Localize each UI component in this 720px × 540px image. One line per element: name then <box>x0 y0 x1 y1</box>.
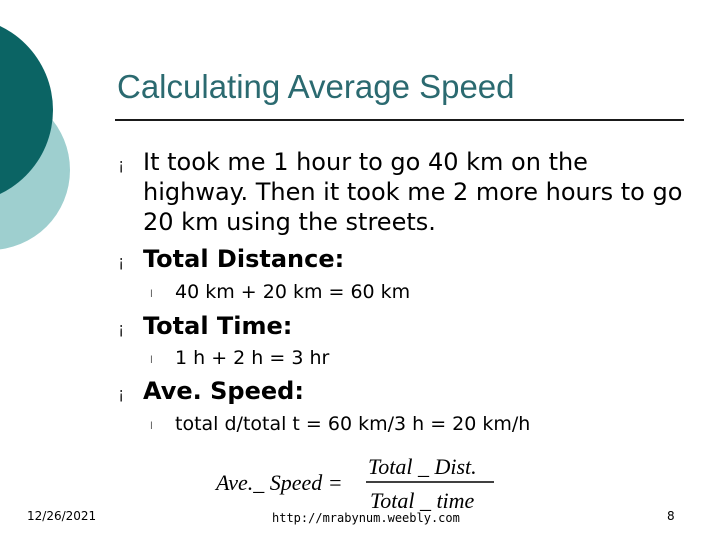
bullet-text: It took me 1 hour to go 40 km on the highway. Then it took me 2 more hours to go 20 km using the streets. <box>143 148 683 236</box>
bullet-marker: ¡ <box>118 319 125 338</box>
decorative-circles <box>0 0 110 300</box>
bullet-marker: ¡ <box>118 155 125 174</box>
average-speed-formula <box>210 452 510 516</box>
sub-bullet-text: 1 h + 2 h = 3 hr <box>175 347 330 369</box>
title-underline <box>115 119 684 121</box>
bullet-text: Total Time: <box>143 312 293 340</box>
sub-bullet-marker: l <box>150 421 153 432</box>
sub-bullet-marker: l <box>150 355 153 366</box>
footer-date: 12/26/2021 <box>27 509 97 523</box>
slide-title: Calculating Average Speed <box>117 68 515 105</box>
bullet-marker: ¡ <box>118 252 125 271</box>
bullet-marker: ¡ <box>118 384 125 403</box>
formula-numerator: Total _ Dist. <box>368 454 477 479</box>
bullet-text: Ave. Speed: <box>143 377 304 405</box>
sub-bullet-text: 40 km + 20 km = 60 km <box>175 281 411 303</box>
formula-denominator: Total _ time <box>370 488 475 513</box>
page-number: 8 <box>667 509 675 523</box>
sub-bullet-text: total d/total t = 60 km/3 h = 20 km/h <box>175 413 531 435</box>
formula-lhs: Ave._ Speed = <box>216 470 343 495</box>
bullet-text: Total Distance: <box>143 245 345 273</box>
footer-url[interactable]: http://mrabynum.weebly.com <box>272 511 460 525</box>
sub-bullet-marker: l <box>150 289 153 300</box>
